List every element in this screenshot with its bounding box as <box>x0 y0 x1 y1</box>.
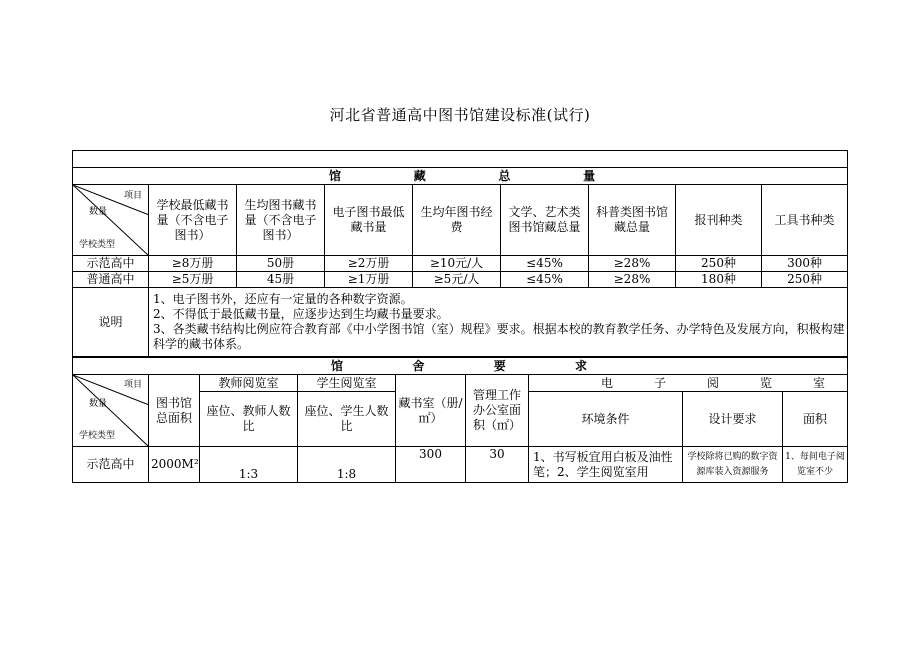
cell: 2000M² <box>149 447 200 483</box>
school-type: 普通高中 <box>73 272 149 288</box>
cell: 1、每间电子阅览室不少 <box>783 447 848 483</box>
e-room-char: 览 <box>760 375 773 390</box>
collection-table <box>72 150 848 357</box>
diagonal-header-cell <box>73 185 149 256</box>
diag-item-label: 项目 <box>123 191 142 201</box>
cell: 学校除将已购的数字资源库装入资源服务 <box>683 447 783 483</box>
band-char: 舍 <box>412 358 425 373</box>
cell: ≥2万册 <box>325 256 413 272</box>
cell: 250种 <box>676 256 762 272</box>
note-label: 说明 <box>73 288 149 357</box>
cell: ≥28% <box>589 272 676 288</box>
diag-type-label: 学校类型 <box>79 431 116 441</box>
diagonal-header-cell <box>73 375 149 447</box>
diag-qty-label: 数量 <box>89 399 108 409</box>
building-table <box>72 357 848 483</box>
cell: 300种 <box>762 256 848 272</box>
col-header: 工具书种类 <box>762 185 848 256</box>
col-header: 生均图书藏书量（不含电子图书） <box>237 185 325 256</box>
e-room-header <box>529 375 848 392</box>
env-header: 环境条件 <box>529 392 683 447</box>
cell: 1:3 <box>200 447 298 483</box>
note-line: 1、电子图书外，还应有一定量的各种数字资源。 <box>153 292 413 306</box>
design-header: 设计要求 <box>683 392 783 447</box>
col-header: 生均年图书经费 <box>413 185 501 256</box>
col-header: 电子图书最低藏书量 <box>325 185 413 256</box>
note-line: 3、各类藏书结构比例应符合教育部《中小学图书馆（室）规程》要求。根据本校的教育教学任务、办学特色及发展方向，积极构建科学的藏书体系。 <box>153 322 845 351</box>
cell: ≥5元/人 <box>413 272 501 288</box>
diag-qty-label: 数量 <box>89 207 108 217</box>
e-room-char: 室 <box>813 375 826 390</box>
blank-row <box>73 151 848 168</box>
cell: ≥1万册 <box>325 272 413 288</box>
teacher-ratio-header: 座位、教师人数比 <box>200 392 298 447</box>
building-band-header <box>73 358 848 375</box>
school-type: 示范高中 <box>73 447 149 483</box>
student-room-header: 学生阅览室 <box>298 375 396 392</box>
cell: 180种 <box>676 272 762 288</box>
e-room-char: 阅 <box>707 375 720 390</box>
stack-room-header: 藏书室（册/㎡） <box>396 375 466 447</box>
collection-band-header <box>73 168 848 185</box>
student-ratio-header: 座位、学生人数比 <box>298 392 396 447</box>
band-char: 总 <box>498 168 511 183</box>
e-room-char: 子 <box>654 375 667 390</box>
cell: ≤45% <box>501 272 589 288</box>
cell: 30 <box>466 447 529 483</box>
cell: 250种 <box>762 272 848 288</box>
cell: 300 <box>396 447 466 483</box>
cell: 1:8 <box>298 447 396 483</box>
notes-cell <box>149 288 848 357</box>
band-char: 藏 <box>413 168 426 183</box>
col-header: 科普类图书馆藏总量 <box>589 185 676 256</box>
cell: ≥10元/人 <box>413 256 501 272</box>
cell: ≥28% <box>589 256 676 272</box>
band-char: 馆 <box>329 168 342 183</box>
diag-item-label: 项目 <box>123 380 142 390</box>
teacher-room-header: 教师阅览室 <box>200 375 298 392</box>
col-header: 报刊种类 <box>676 185 762 256</box>
diag-type-label: 学校类型 <box>79 240 116 250</box>
cell: ≥8万册 <box>149 256 237 272</box>
total-area-header: 图书馆总面积 <box>149 375 200 447</box>
e-room-char: 电 <box>601 375 614 390</box>
school-type: 示范高中 <box>73 256 149 272</box>
band-char: 要 <box>493 358 506 373</box>
band-char: 馆 <box>331 358 344 373</box>
note-line: 2、不得低于最低藏书量，应逐步达到生均藏书量要求。 <box>153 307 449 321</box>
area-header: 面积 <box>783 392 848 447</box>
band-char: 量 <box>583 168 596 183</box>
table-row <box>73 272 848 288</box>
page-title: 河北省普通高中图书馆建设标准(试行) <box>329 106 591 124</box>
band-char: 求 <box>575 358 588 373</box>
cell: 1、书写板宜用白板及油性笔；2、学生阅览室用 <box>529 447 683 483</box>
cell: 45册 <box>237 272 325 288</box>
cell: ≥5万册 <box>149 272 237 288</box>
col-header: 学校最低藏书量（不含电子图书） <box>149 185 237 256</box>
cell: ≤45% <box>501 256 589 272</box>
table-row <box>73 256 848 272</box>
col-header: 文学、艺术类图书馆藏总量 <box>501 185 589 256</box>
table-row <box>73 447 848 483</box>
cell: 50册 <box>237 256 325 272</box>
office-header: 管理工作办公室面积（㎡） <box>466 375 529 447</box>
